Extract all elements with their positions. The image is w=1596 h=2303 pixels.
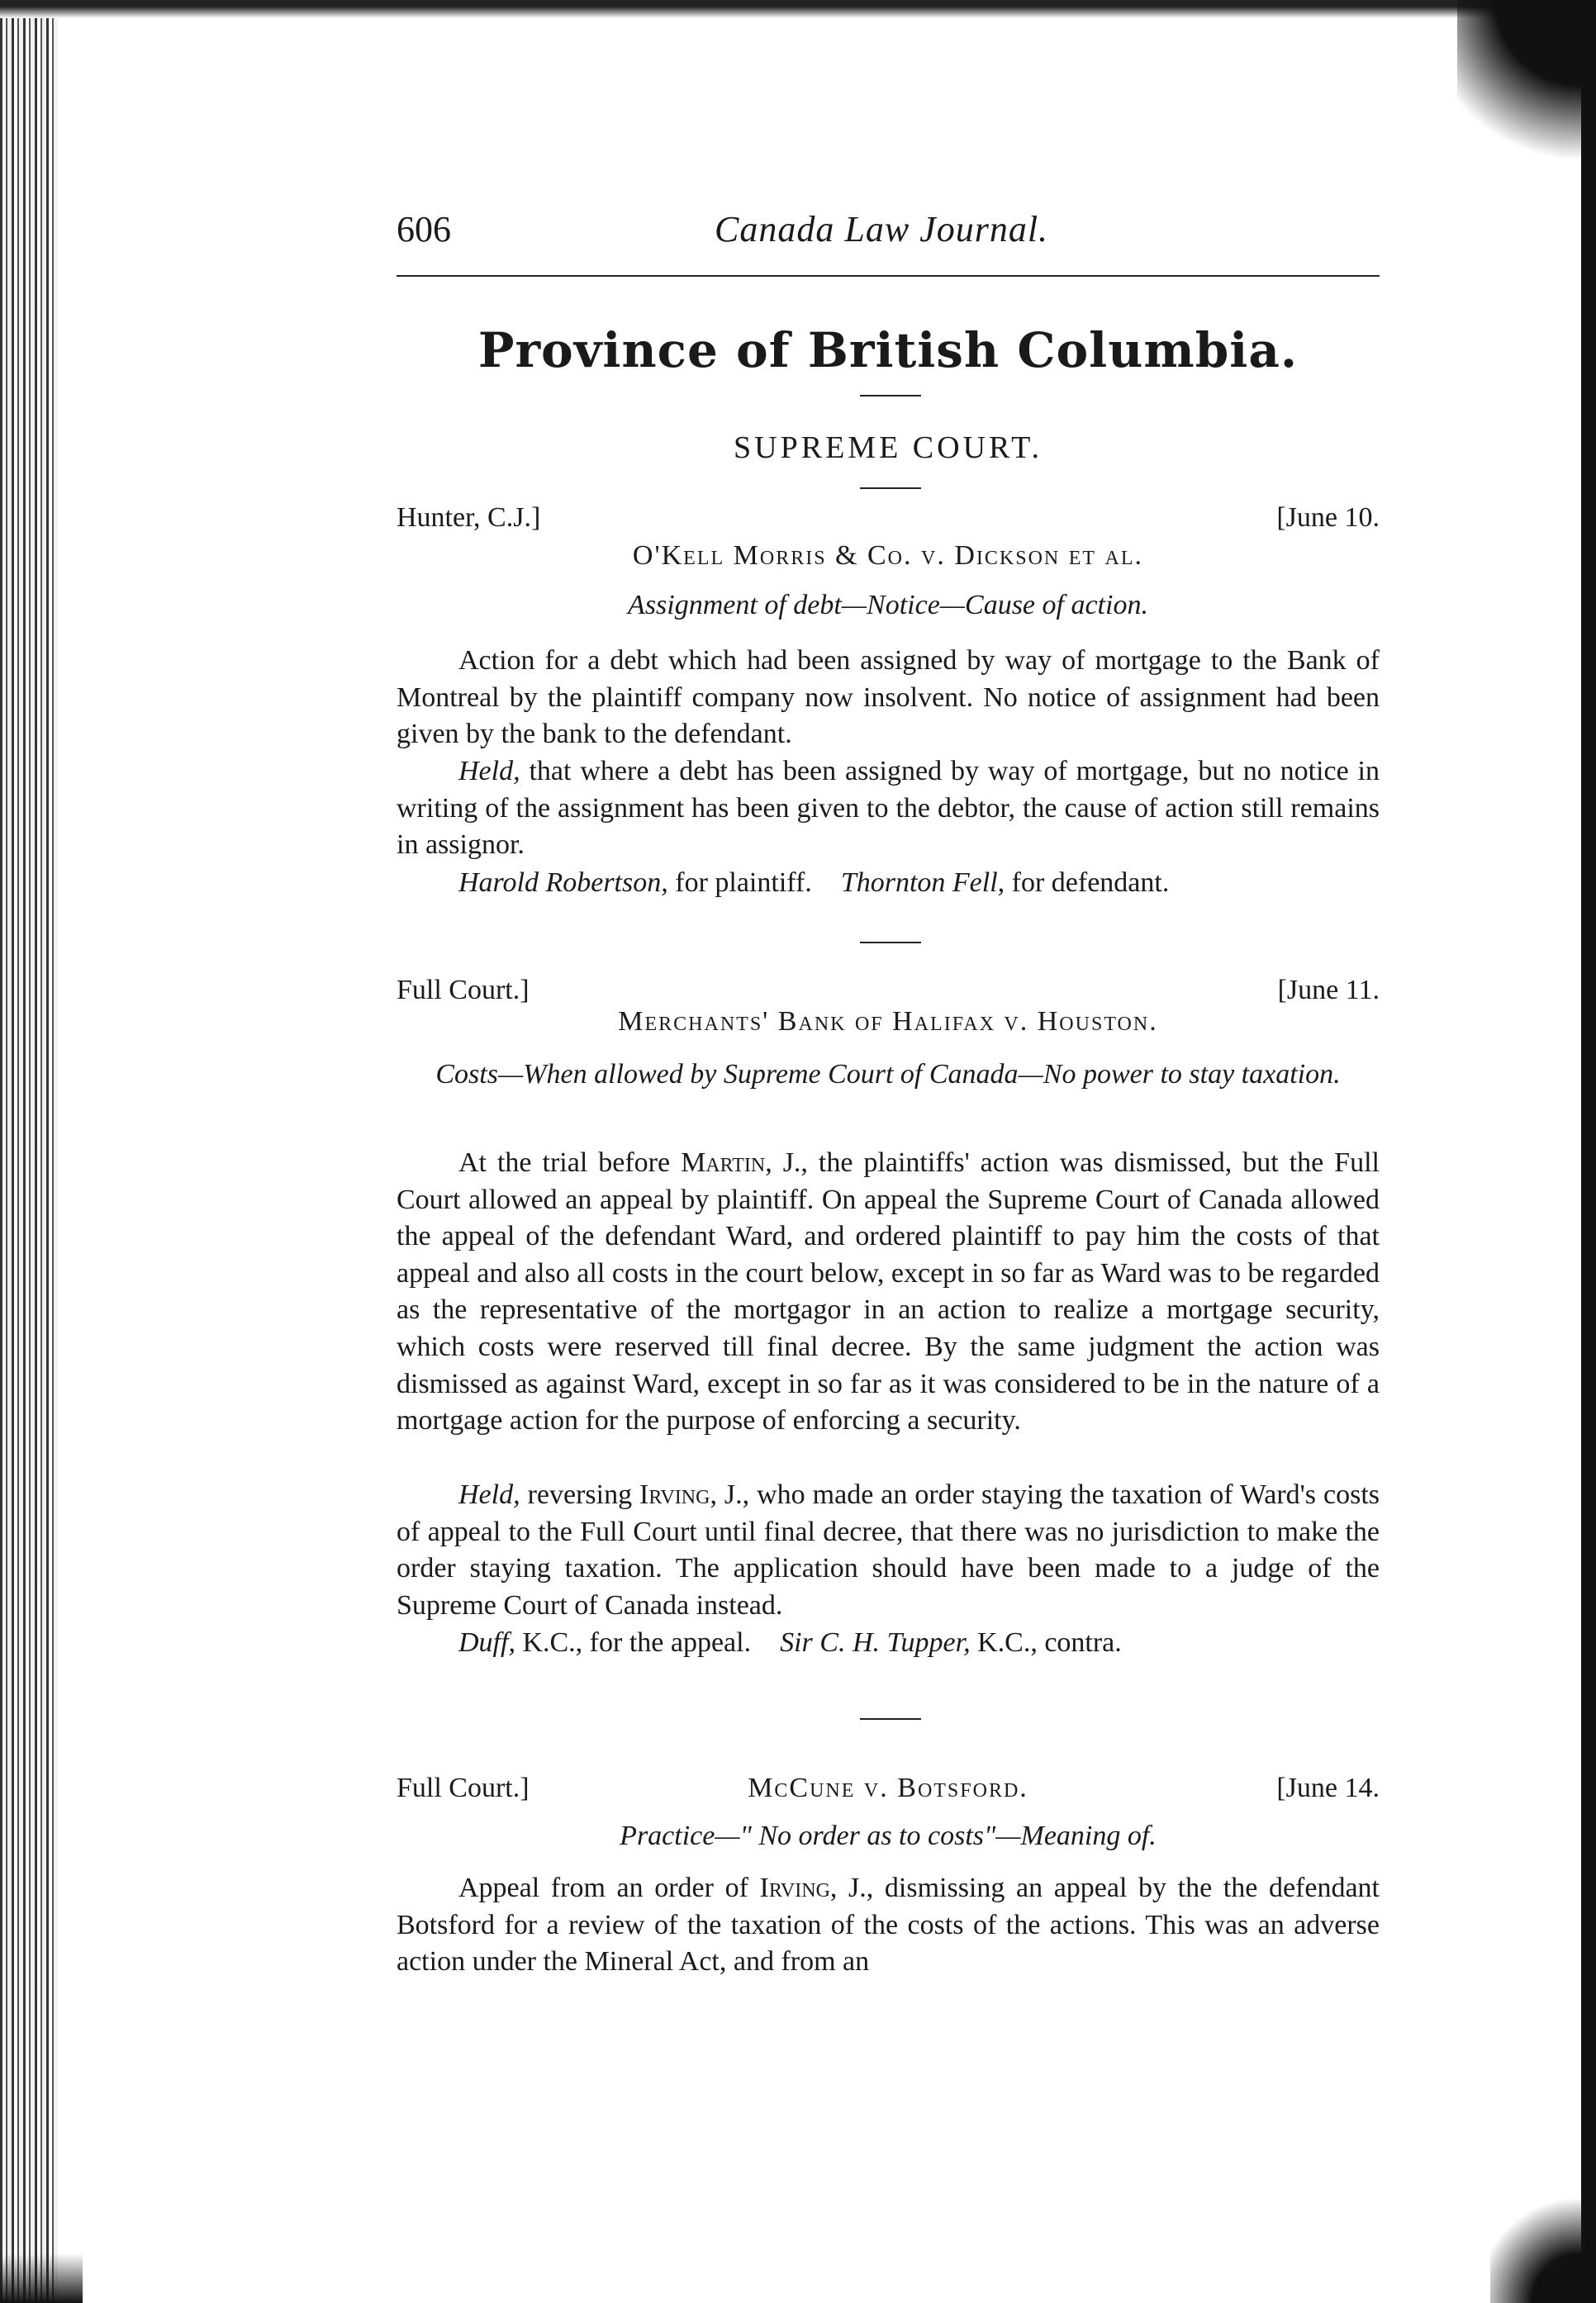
judge-name: Irving (639, 1479, 710, 1510)
judge-name: Martin (681, 1147, 766, 1178)
case-date: [June 11. (1277, 975, 1380, 1005)
case-heading (397, 502, 1380, 585)
journal-title: Canada Law Journal. (715, 209, 1049, 249)
section-divider (860, 395, 921, 396)
case-divider (860, 942, 921, 943)
case-heading (397, 975, 1380, 1057)
court-title: SUPREME COURT. (734, 430, 1043, 465)
judge-name: Irving (759, 1873, 830, 1903)
case-date: [June 10. (1276, 502, 1380, 533)
section-title: Province of British Columbia. (477, 322, 1299, 378)
case-catchwords: Costs—When allowed by Supreme Court of Canada—No power to stay taxation. (435, 1059, 1341, 1090)
case-catchwords: Practice—" No order as to costs"—Meaning of. (620, 1821, 1157, 1851)
case-held (397, 753, 1380, 864)
case-divider (860, 1718, 921, 1720)
running-head (397, 208, 1388, 266)
counsel-role: for defendant. (1005, 867, 1170, 898)
facts-text: , J., the plaintiffs' action was dismissed, but the Full Court allowed an appeal by plaintiff. On appeal the Supreme Court of Canada allowed the appeal of the defendant Ward, and ordered plaintiff to pay him the costs of that appeal and also all costs in the court below, except in so far as Ward was to be regarded as the representative of the mortgagor in an action to realize a mortgage security, which costs were reserved till final decree. By the same judgment the action was dismissed as against Ward, except in so far as it was considered to be in the nature of a mortgage action for the purpose of enforcing a security. (397, 1147, 1380, 1436)
case-facts (397, 1145, 1380, 1440)
scan-top-edge (0, 0, 1596, 18)
counsel-role: K.C., contra. (970, 1627, 1122, 1658)
scan-corner-shadow (1490, 2196, 1581, 2303)
held-text: reversing (520, 1479, 640, 1510)
counsel-name: Sir C. H. Tupper, (780, 1627, 971, 1658)
counsel-name: Duff, (458, 1627, 515, 1658)
counsel-role: K.C., for the appeal. (515, 1627, 752, 1658)
case-style: Merchants' Bank of Halifax v. Houston. (618, 1006, 1158, 1037)
scan-corner-shadow (1457, 0, 1581, 173)
held-text: , J., who made an order staying the taxation of Ward's costs of appeal to the Full Court until final decree, that there was no jurisdiction to make the order staying taxation. The application should have been made to a judge of the Supreme Court of Canada instead. (397, 1479, 1380, 1621)
case-held (397, 1477, 1380, 1624)
scan-left-edge (0, 0, 58, 2303)
held-label: Held, (458, 756, 520, 786)
held-label: Held, (458, 1479, 520, 1510)
case-facts: Action for a debt which had been assigned by way of mortgage to the Bank of Montreal by the plaintiff company now insolvent. No notice of assignment had been given by the bank to the defendant. (397, 645, 1380, 750)
case-style: McCune v. Botsford. (748, 1773, 1028, 1803)
header-rule (397, 275, 1380, 277)
case-judge: Full Court.] (397, 975, 530, 1005)
facts-text: At the trial before (458, 1147, 682, 1178)
case-catchwords: Assignment of debt—Notice—Cause of action. (628, 590, 1148, 620)
facts-text: Appeal from an order of (458, 1873, 760, 1903)
case-date: [June 14. (1276, 1773, 1380, 1803)
case-style: O'Kell Morris & Co. v. Dickson et al. (632, 540, 1144, 571)
counsel-name: Harold Robertson, (458, 867, 668, 898)
held-text: that where a debt has been assigned by way of mortgage, but no notice in writing of the assignment has been given to the debtor, the cause of action still remains in assignor. (397, 756, 1380, 861)
counsel-name: Thornton Fell, (840, 867, 1005, 898)
case-judge: Full Court.] (397, 1773, 530, 1803)
case-counsel (458, 867, 1380, 899)
scan-corner-shadow (0, 2253, 83, 2303)
scan-right-edge (1581, 0, 1596, 2303)
page-number: 606 (397, 209, 451, 249)
facts-text: , J., dismissing an appeal by the the defendant Botsford for a review of the taxation of the costs of the actions. This was an adverse action under the Mineral Act, and from an (397, 1873, 1380, 1978)
case-judge: Hunter, C.J.] (397, 502, 541, 533)
case-counsel (458, 1627, 1380, 1659)
section-divider (860, 487, 921, 489)
counsel-role: for plaintiff. (667, 867, 812, 898)
case-facts (397, 1870, 1380, 1981)
